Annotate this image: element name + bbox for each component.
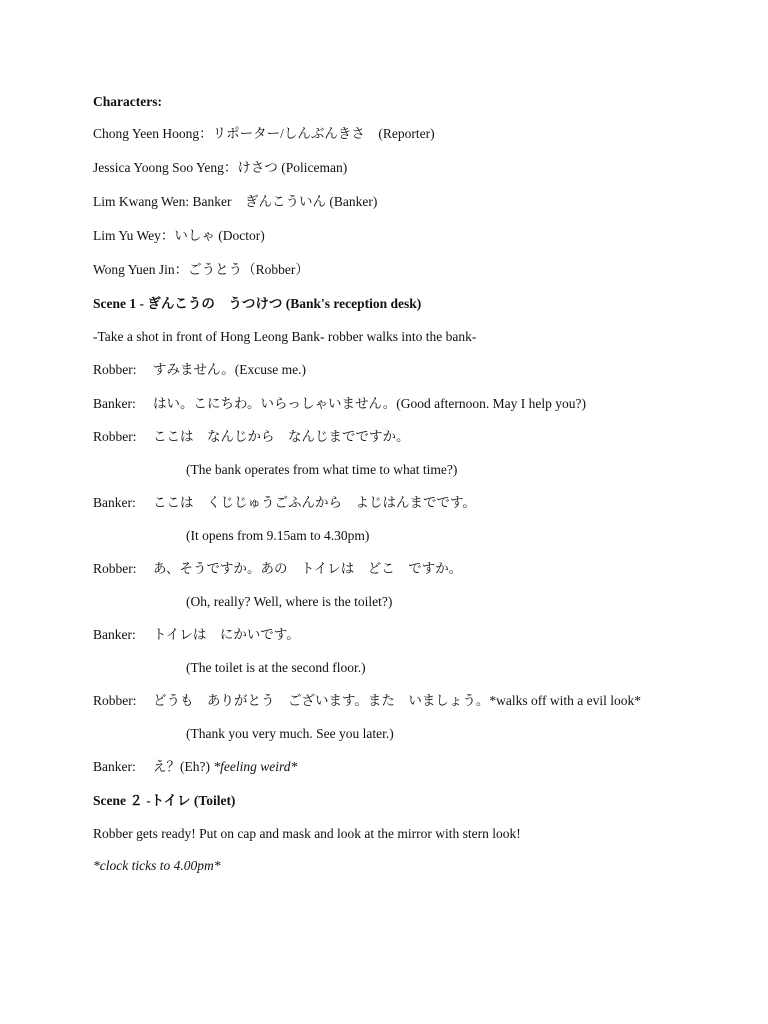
dialogue-text: はい。こにちわ。いらっしゃいません。(Good afternoon. May I help you?) [153, 396, 586, 411]
character-line-4: Lim Yu Wey：いしゃ (Doctor) [93, 228, 265, 243]
dialogue-text: トイレは にかいです。 [153, 627, 300, 642]
dialogue-text: あ、そうですか。あの トイレは どこ ですか。 [153, 561, 463, 576]
dialogue-text: すみません。(Excuse me.) [153, 362, 307, 377]
dialogue-text: ここは なんじから なんじまでですか。 [153, 429, 410, 444]
speaker-label: Banker: [93, 759, 136, 774]
speaker-label: Robber: [93, 561, 137, 576]
speaker-label: Robber: [93, 429, 137, 444]
character-line-1: Chong Yeen Hoong：リポーター/しんぶんきさ (Reporter) [93, 126, 435, 141]
dialogue-line [93, 362, 306, 378]
speaker-label: Robber: [93, 693, 137, 708]
scene2-note: *clock ticks to 4.00pm* [93, 858, 221, 873]
scene1-direction: -Take a shot in front of Hong Leong Bank- robber walks into the bank- [93, 329, 477, 344]
dialogue-line [93, 429, 410, 445]
character-line-3: Lim Kwang Wen: Banker ぎんこういん (Banker) [93, 194, 378, 209]
scene2-direction: Robber gets ready! Put on cap and mask and look at the mirror with stern look! [93, 826, 521, 841]
translation-line: (The bank operates from what time to what time?) [186, 462, 458, 477]
dialogue-line [93, 627, 300, 643]
translation-line: (Oh, really? Well, where is the toilet?) [186, 594, 393, 609]
dialogue-text: どうも ありがとう ございます。また いましょう。*walks off with a evil look* [153, 693, 642, 708]
dialogue-text: え？(Eh?) [153, 759, 210, 774]
dialogue-text: ここは くじじゅうごふんから よじはんまでです。 [153, 495, 476, 510]
dialogue-line [93, 759, 297, 775]
translation-line: (The toilet is at the second floor.) [186, 660, 366, 675]
scene2-heading: Scene ２ -トイレ (Toilet) [93, 793, 236, 808]
speaker-label: Robber: [93, 362, 137, 377]
dialogue-line [93, 396, 586, 412]
dialogue-line [93, 495, 476, 511]
scene1-heading: Scene 1 - ぎんこうの うつけつ (Bank's reception desk) [93, 296, 422, 311]
stage-aside: *feeling weird* [213, 759, 298, 774]
character-line-5: Wong Yuen Jin：ごうとう（Robber） [93, 262, 309, 277]
dialogue-line [93, 561, 462, 577]
characters-heading: Characters: [93, 94, 162, 109]
translation-line: (It opens from 9.15am to 4.30pm) [186, 528, 370, 543]
dialogue-line [93, 693, 641, 709]
speaker-label: Banker: [93, 396, 136, 411]
character-line-2: Jessica Yoong Soo Yeng：けさつ (Policeman) [93, 160, 348, 175]
translation-line: (Thank you very much. See you later.) [186, 726, 394, 741]
speaker-label: Banker: [93, 627, 136, 642]
speaker-label: Banker: [93, 495, 136, 510]
